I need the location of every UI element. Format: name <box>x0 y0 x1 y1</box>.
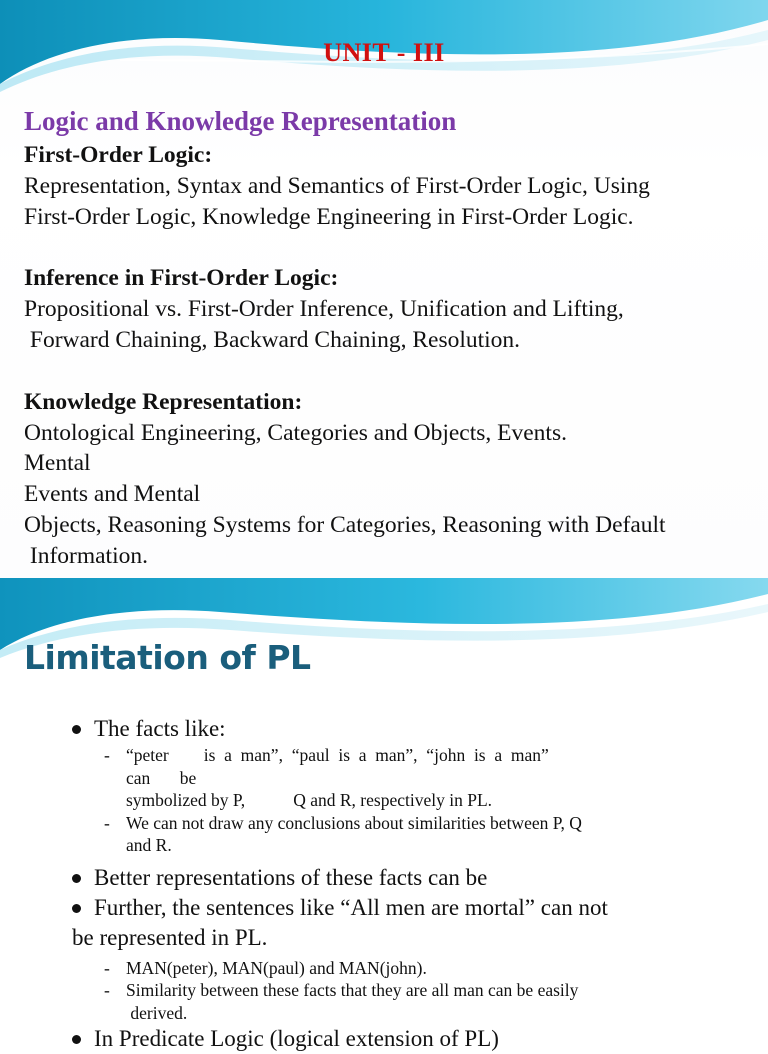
dash-icon: - <box>104 812 110 833</box>
sub-bullet-item <box>72 812 732 835</box>
bullet-dot-icon <box>72 725 81 734</box>
slide2-title: Limitation of PL <box>24 638 311 677</box>
slide2-content <box>72 714 732 1054</box>
bullet-text: Further, the sentences like “All men are mortal” can not <box>94 894 608 920</box>
bullet-continuation: be represented in PL. <box>72 924 268 950</box>
section-title: First-Order Logic: <box>24 142 213 168</box>
sub-bullet-text: Similarity between these facts that they are all man can be easily <box>126 980 579 1000</box>
sub-bullet-continuation: symbolized by P, Q and R, respectively in PL. <box>126 790 493 810</box>
sub-bullet-text: We can not draw any conclusions about similarities between P, Q <box>126 812 582 833</box>
slide1-content <box>24 104 754 572</box>
bullet-item <box>72 1024 732 1054</box>
dash-icon: - <box>104 745 110 765</box>
bullet-item <box>72 714 732 744</box>
section-title: Knowledge Representation: <box>24 388 303 415</box>
sub-bullet-item <box>72 957 732 980</box>
section-line: Objects, Reasoning Systems for Categories, Reasoning with Default <box>24 511 666 538</box>
sub-bullet-item <box>72 979 732 1002</box>
sub-bullet-continuation: can be <box>126 767 197 788</box>
sub-bullet-continuation: and R. <box>126 835 172 855</box>
bullet-dot-icon <box>72 874 81 883</box>
sub-bullet-text: “peter is a man”, “paul is a man”, “john is a man” <box>126 745 549 765</box>
sub-bullet-text: MAN(peter), MAN(paul) and MAN(john). <box>126 957 427 978</box>
dash-icon: - <box>104 980 110 1000</box>
section-line: Information. <box>24 542 148 569</box>
sub-bullet-continuation: derived. <box>126 1002 188 1023</box>
bullet-item <box>72 863 732 893</box>
section-line: Representation, Syntax and Semantics of First-Order Logic, Using <box>24 172 650 199</box>
slide-limitation-of-pl <box>0 578 768 1051</box>
section-title: Inference in First-Order Logic: <box>24 265 339 292</box>
dash-icon: - <box>104 957 110 978</box>
section-line: Ontological Engineering, Categories and Objects, Events. <box>24 419 567 446</box>
section-line: Forward Chaining, Backward Chaining, Resolution. <box>24 326 521 353</box>
section-line: Events and Mental <box>24 481 201 508</box>
section-line: First-Order Logic, Knowledge Engineering in First-Order Logic. <box>24 203 634 230</box>
bullet-text: Better representations of these facts can be <box>94 864 488 890</box>
section-line: Mental <box>24 450 91 477</box>
section-line: Propositional vs. First-Order Inference, Unification and Lifting, <box>24 296 624 323</box>
bullet-dot-icon <box>72 1035 81 1044</box>
bullet-text: The facts like: <box>94 716 226 741</box>
bullet-text: In Predicate Logic (logical extension of PL) <box>94 1026 499 1051</box>
bullet-dot-icon <box>72 904 81 913</box>
unit-title: UNIT - III <box>323 38 445 67</box>
sub-bullet-item <box>72 744 732 767</box>
slide1-heading: Logic and Knowledge Representation <box>24 106 457 136</box>
bullet-item <box>72 893 732 923</box>
